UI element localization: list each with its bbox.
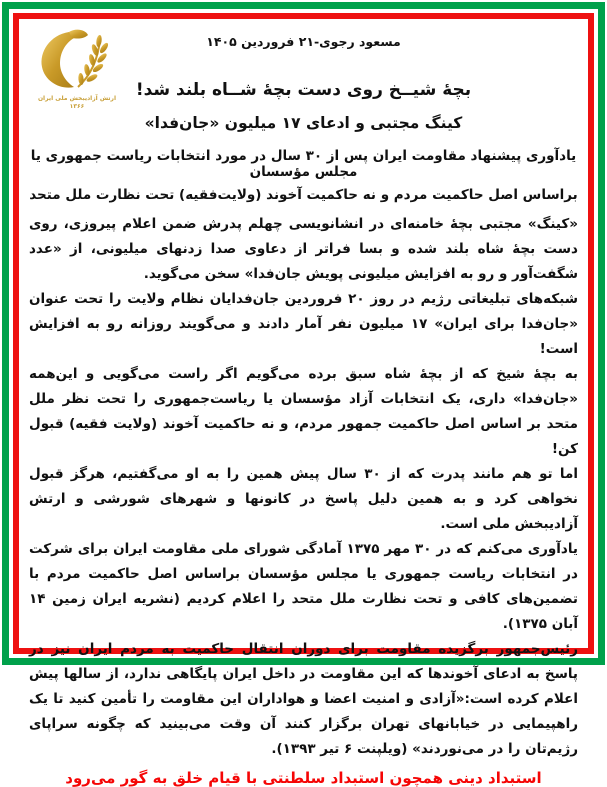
tricolor-frame-red xyxy=(13,13,594,787)
byline-author-date: مسعود رجوی-۲۱ فروردین ۱۴۰۵ xyxy=(206,34,401,49)
headline-reminder-line1: یادآوری پیشنهاد مقاومت ایران پس از ۳۰ سال در مورد انتخابات ریاست جمهوری یا مجلس مؤسسان xyxy=(30,148,577,180)
headline-sub: کینگ مجتبی و ادعای ۱۷ میلیون «جان‌فدا» xyxy=(144,114,463,132)
article-text xyxy=(29,212,578,762)
paragraph-3: به بچهٔ شیخ که از بچهٔ شاه سبق برده می‌گویم اگر راست می‌گویی و این‌همه «جان‌فدا» داری، یک انتخابات آزاد مؤسسان یا ریاست‌جمهوری را تحت نظر ملل متحد بر اساس اصل حاکمیت جمهور مردم، و نه حاکمیت آخوند (ولایت فقیه) قبول کن! xyxy=(29,366,578,457)
headline-reminder-line2: براساس اصل حاکمیت مردم و نه حاکمیت آخوند (ولایت‌فقیه) تحت نظارت ملل متحد xyxy=(29,187,578,203)
paragraph-4: اما تو هم مانند پدرت که از ۳۰ سال پیش همین را به او می‌گفتیم، هرگز قبول نخواهی کرد و به همین دلیل پاسخ در کانونها و شهرهای شورشی و ارتش آزادیبخش ملی است. xyxy=(29,466,578,532)
nla-emblem-logo xyxy=(29,27,125,111)
paragraph-1: «کینگ» مجتبی بچهٔ خامنه‌ای در انشانویسی چهلم پدرش ضمن اعلام پیروزی، روی دست بچهٔ شاه بلند شده و بسا فراتر از دعاوی صدا زدنهای میلیونی، از «عدد شگفت‌آور و رو به افزایش میلیونی پویش جان‌فدا» سخن می‌گوید. xyxy=(29,216,578,282)
headline-main: بچهٔ شیــخ روی دست بچهٔ شــاه بلند شد! xyxy=(135,80,472,100)
tricolor-frame-green xyxy=(2,2,605,787)
nla-emblem-icon xyxy=(33,27,121,91)
footer-slogan: استبداد دینی همچون استبداد سلطنتی با قیام خلق به گور می‌رود xyxy=(65,769,542,787)
paragraph-6: رئیس‌جمهور برگزیده مقاومت برای دوران انتقال حاکمیت به مردم ایران نیز در پاسخ به ادعای آخوندها که این مقاومت در داخل ایران پایگاهی ندارد، از سالها پیش اعلام کرده است:«آزادی و امنیت اعضا و هواداران این مقاومت را تأمین کنید تا یک راهپیمایی در خیابانهای تهران برگزار کنند آن وقت می‌بینید که چگونه سراپای رژیم‌تان را در می‌نوردند» (ویلپنت ۶ تیر ۱۳۹۳). xyxy=(29,641,578,757)
document-body xyxy=(19,19,588,787)
paragraph-2: شبکه‌های تبلیغاتی رژیم در روز ۲۰ فروردین جان‌فدایان نظام ولایت را تحت عنوان «جان‌فدا برای ایران» ۱۷ میلیون نفر آمار دادند و می‌گویند روزانه رو به افزایش است! xyxy=(29,291,578,357)
logo-caption: ارتش آزادیبخش ملی ایران xyxy=(37,95,117,102)
logo-year: ۱۳۶۶ xyxy=(69,103,85,110)
paragraph-5: یادآوری می‌کنم که در ۳۰ مهر ۱۳۷۵ آمادگی شورای ملی مقاومت ایران برای شرکت در انتخابات ریاست جمهوری یا مجلس مؤسسان براساس اصل حاکمیت مردم با تضمین‌های کافی و تحت نظارت ملل متحد را اعلام کردیم (نشریه ایران زمین ۱۴ آبان ۱۳۷۵). xyxy=(29,541,578,632)
